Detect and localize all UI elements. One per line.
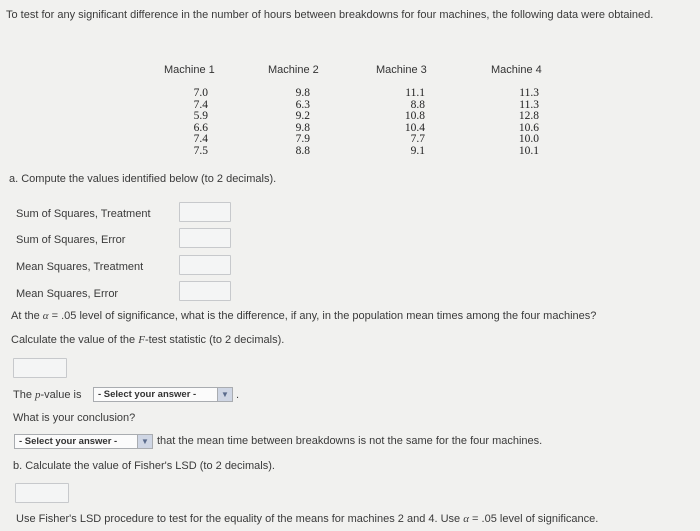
table-cell: 10.4 [404, 121, 425, 134]
table-cell: 9.8 [295, 87, 310, 99]
f-symbol: F [138, 334, 145, 346]
lsd-input[interactable] [15, 483, 69, 503]
column-header-machine-4: Machine 4 [491, 64, 542, 76]
significance-question [11, 310, 596, 322]
table-cell: 5.9 [193, 110, 208, 123]
chevron-down-icon: ▼ [137, 435, 152, 448]
f-statistic-prompt [11, 334, 284, 346]
machine-2-values [284, 88, 310, 158]
table-cell: 10.8 [404, 110, 425, 123]
table-cell: 9.2 [295, 110, 310, 123]
column-header-machine-3: Machine 3 [376, 64, 427, 76]
p-value-select-text: - Select your answer - [98, 389, 197, 400]
ss-treatment-label: Sum of Squares, Treatment [16, 208, 151, 220]
p-value-period: . [236, 389, 240, 401]
table-cell: 7.9 [295, 133, 310, 146]
table-cell: 12.8 [518, 110, 539, 123]
ss-treatment-input[interactable] [179, 202, 231, 222]
p-value-prefix: The [13, 389, 36, 401]
p-value-suffix: -value is [40, 389, 82, 401]
table-cell: 10.1 [518, 144, 539, 157]
part-b-prompt: b. Calculate the value of Fisher's LSD (to 2 decimals). [13, 460, 275, 472]
table-cell: 7.5 [193, 144, 208, 157]
table-cell: 9.1 [410, 144, 425, 157]
table-cell: 6.6 [193, 121, 208, 134]
alpha-value: .05 [61, 310, 77, 322]
problem-intro: To test for any significant difference in the number of hours between breakdowns for four machines, the following data were obtained. [6, 9, 654, 21]
significance-question-prefix: At the [11, 310, 43, 322]
machine-3-values [393, 88, 425, 158]
conclusion-label: What is your conclusion? [13, 412, 136, 424]
table-cell: 7.4 [193, 133, 208, 146]
table-cell: 10.6 [518, 121, 539, 134]
ms-treatment-input[interactable] [179, 255, 231, 275]
equals-sign: = [469, 513, 482, 525]
table-cell: 8.8 [410, 98, 425, 111]
table-cell: 11.1 [405, 87, 425, 99]
p-symbol: p [35, 389, 41, 401]
machine-1-values [182, 88, 208, 158]
part-a-prompt: a. Compute the values identified below (to 2 decimals). [9, 173, 277, 185]
p-value-label [13, 389, 81, 401]
table-cell: 7.4 [193, 98, 208, 111]
ss-error-label: Sum of Squares, Error [16, 234, 126, 246]
column-header-machine-2: Machine 2 [268, 64, 319, 76]
table-cell: 10.0 [518, 133, 539, 146]
alpha-value: .05 [481, 513, 497, 525]
table-cell: 11.3 [519, 98, 539, 111]
conclusion-select-text: - Select your answer - [19, 436, 118, 447]
table-cell: 7.0 [193, 87, 208, 99]
column-header-machine-1: Machine 1 [164, 64, 215, 76]
p-value-select[interactable] [93, 387, 233, 402]
table-cell: 7.7 [410, 133, 425, 146]
ms-error-input[interactable] [179, 281, 231, 301]
alpha-symbol: α [42, 310, 49, 322]
table-cell: 9.8 [295, 121, 310, 134]
ms-error-label: Mean Squares, Error [16, 288, 119, 300]
lsd-procedure-text [16, 513, 598, 525]
alpha-symbol: α [463, 513, 469, 525]
equals-sign: = [48, 310, 62, 322]
conclusion-select[interactable] [14, 434, 153, 449]
table-cell: 8.8 [295, 144, 310, 157]
significance-question-suffix: level of significance, what is the difference, if any, in the population mean times among the four machines? [76, 310, 597, 322]
conclusion-text: that the mean time between breakdowns is not the same for the four machines. [157, 435, 543, 447]
chevron-down-icon: ▼ [217, 388, 232, 401]
lsd-suffix: level of significance. [496, 513, 599, 525]
f-prompt-suffix: -test statistic (to 2 decimals). [144, 334, 285, 346]
machine-4-values [507, 88, 539, 158]
f-prompt-prefix: Calculate the value of the [11, 334, 139, 346]
table-cell: 11.3 [519, 87, 539, 99]
f-statistic-input[interactable] [13, 358, 67, 378]
ss-error-input[interactable] [179, 228, 231, 248]
ms-treatment-label: Mean Squares, Treatment [16, 261, 144, 273]
lsd-prefix: Use Fisher's LSD procedure to test for the equality of the means for machines 2 and 4. Use [16, 513, 464, 525]
table-cell: 6.3 [295, 98, 310, 111]
